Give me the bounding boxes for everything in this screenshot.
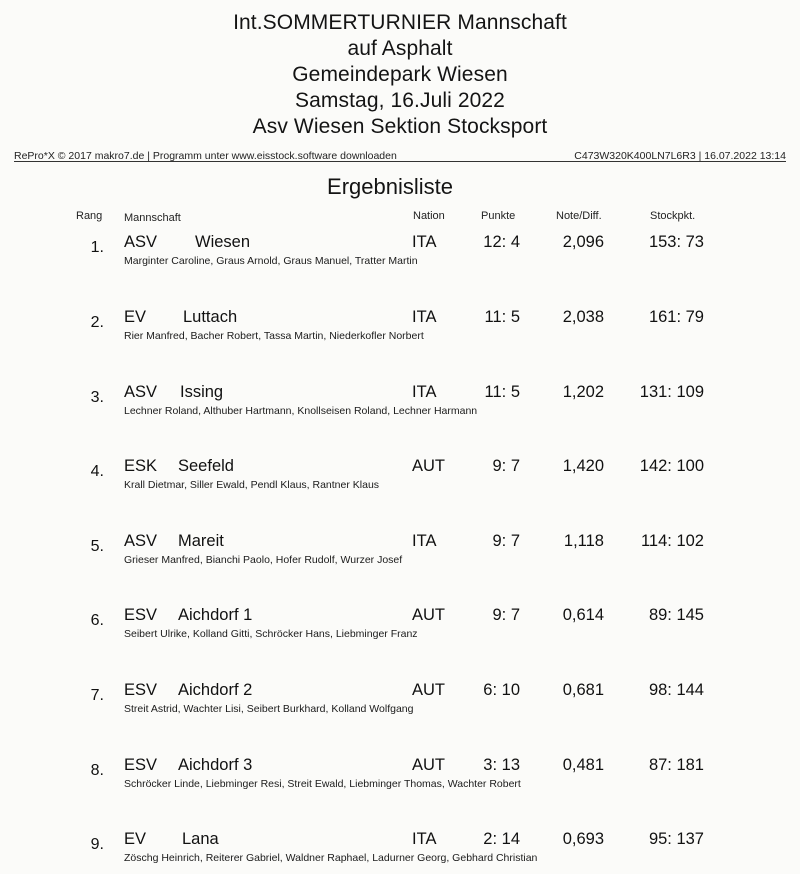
stock-points: 161: 79 [648,308,704,326]
result-row [0,233,800,273]
points: 9: 7 [492,457,520,475]
stock-points: 98: 144 [648,681,704,699]
divider [14,161,786,162]
stock-points: 114: 102 [640,532,704,550]
points: 11: 5 [484,308,520,326]
team-name: Lana [182,830,219,848]
players: Lechner Roland, Althuber Hartmann, Knollseisen Roland, Lechner Harmann [124,405,478,417]
nation: AUT [412,681,445,699]
stock-points: 131: 109 [639,383,704,401]
rank: 9. [90,836,104,853]
rank: 6. [90,612,104,629]
document-code-timestamp: C473W320K400LN7L6R3 | 16.07.2022 13:14 [574,150,786,162]
software-credit: RePro*X © 2017 makro7.de | Programm unter www.eisstock.software downloaden [14,150,397,162]
note-diff: 1,118 [563,532,604,550]
column-header-stockpunkte: Stockpkt. [650,210,696,222]
rank: 7. [90,687,104,704]
tournament-title: Int.SOMMERTURNIER Mannschaft [233,11,567,34]
players: Streit Astrid, Wachter Lisi, Seibert Burkhard, Kolland Wolfgang [124,703,414,715]
column-header-punkte: Punkte [481,210,516,222]
result-row [0,606,800,646]
note-diff: 1,420 [562,457,604,475]
result-row [0,830,800,870]
players: Seibert Ulrike, Kolland Gitti, Schröcker Hans, Liebminger Franz [124,628,418,640]
points: 2: 14 [483,830,520,848]
nation: AUT [412,606,445,624]
result-row [0,308,800,348]
stock-points: 142: 100 [639,457,704,475]
club-abbrev: ESV [124,756,158,774]
nation: AUT [412,756,445,774]
nation: ITA [412,532,437,550]
result-row [0,457,800,497]
club-abbrev: ESK [124,457,158,475]
players: Zöschg Heinrich, Reiterer Gabriel, Waldner Raphael, Ladurner Georg, Gebhard Christian [124,852,538,864]
club-abbrev: EV [124,308,147,326]
column-header-nation: Nation [413,210,445,222]
points: 9: 7 [492,532,520,550]
points: 3: 13 [483,756,520,774]
software-meta-bar [14,148,786,166]
stock-points: 153: 73 [648,233,704,251]
note-diff: 2,038 [562,308,604,326]
club-abbrev: ASV [124,532,158,550]
note-diff: 0,681 [562,681,604,699]
tournament-surface: auf Asphalt [347,37,453,60]
result-row [0,756,800,796]
rank: 8. [90,762,104,779]
stock-points: 87: 181 [648,756,704,774]
note-diff: 0,614 [562,606,604,624]
stock-points: 89: 145 [648,606,704,624]
team-name: Aichdorf 2 [178,681,253,699]
players: Marginter Caroline, Graus Arnold, Graus Manuel, Tratter Martin [124,255,418,267]
note-diff: 0,693 [562,830,604,848]
nation: ITA [412,308,437,326]
rank: 5. [90,538,104,555]
note-diff: 2,096 [562,233,604,251]
team-name: Mareit [178,532,224,550]
results-title: Ergebnisliste [327,174,453,199]
team-name: Aichdorf 3 [178,756,253,774]
team-name: Issing [180,383,224,401]
club-abbrev: ASV [124,233,158,251]
rank: 3. [90,389,104,406]
rank: 2. [90,314,104,331]
nation: ITA [412,383,437,401]
team-name: Wiesen [195,233,251,251]
nation: AUT [412,457,445,475]
result-row [0,383,800,423]
club-abbrev: EV [124,830,147,848]
note-diff: 0,481 [562,756,604,774]
players: Schröcker Linde, Liebminger Resi, Streit Ewald, Liebminger Thomas, Wachter Robert [124,778,521,790]
tournament-organizer: Asv Wiesen Sektion Stocksport [252,115,548,138]
nation: ITA [412,233,437,251]
column-header-note: Note/Diff. [556,210,602,222]
players: Krall Dietmar, Siller Ewald, Pendl Klaus, Rantner Klaus [124,479,380,491]
column-header-mannschaft: Mannschaft [124,212,181,224]
result-row [0,532,800,572]
team-name: Seefeld [178,457,234,475]
points: 12: 4 [483,233,520,251]
result-row [0,681,800,721]
column-header-rang: Rang [76,210,103,222]
rank: 4. [90,463,104,480]
team-name: Aichdorf 1 [178,606,253,624]
points: 11: 5 [484,383,520,401]
club-abbrev: ASV [124,383,158,401]
nation: ITA [412,830,437,848]
stock-points: 95: 137 [648,830,704,848]
note-diff: 1,202 [562,383,604,401]
players: Rier Manfred, Bacher Robert, Tassa Martin, Niederkofler Norbert [124,330,424,342]
team-name: Luttach [183,308,238,326]
tournament-venue: Gemeindepark Wiesen [292,63,508,86]
points: 9: 7 [492,606,520,624]
points: 6: 10 [483,681,520,699]
document-header [0,10,800,140]
players: Grieser Manfred, Bianchi Paolo, Hofer Rudolf, Wurzer Josef [124,554,403,566]
club-abbrev: ESV [124,681,158,699]
tournament-date: Samstag, 16.Juli 2022 [295,89,505,112]
rank: 1. [90,239,104,256]
club-abbrev: ESV [124,606,158,624]
